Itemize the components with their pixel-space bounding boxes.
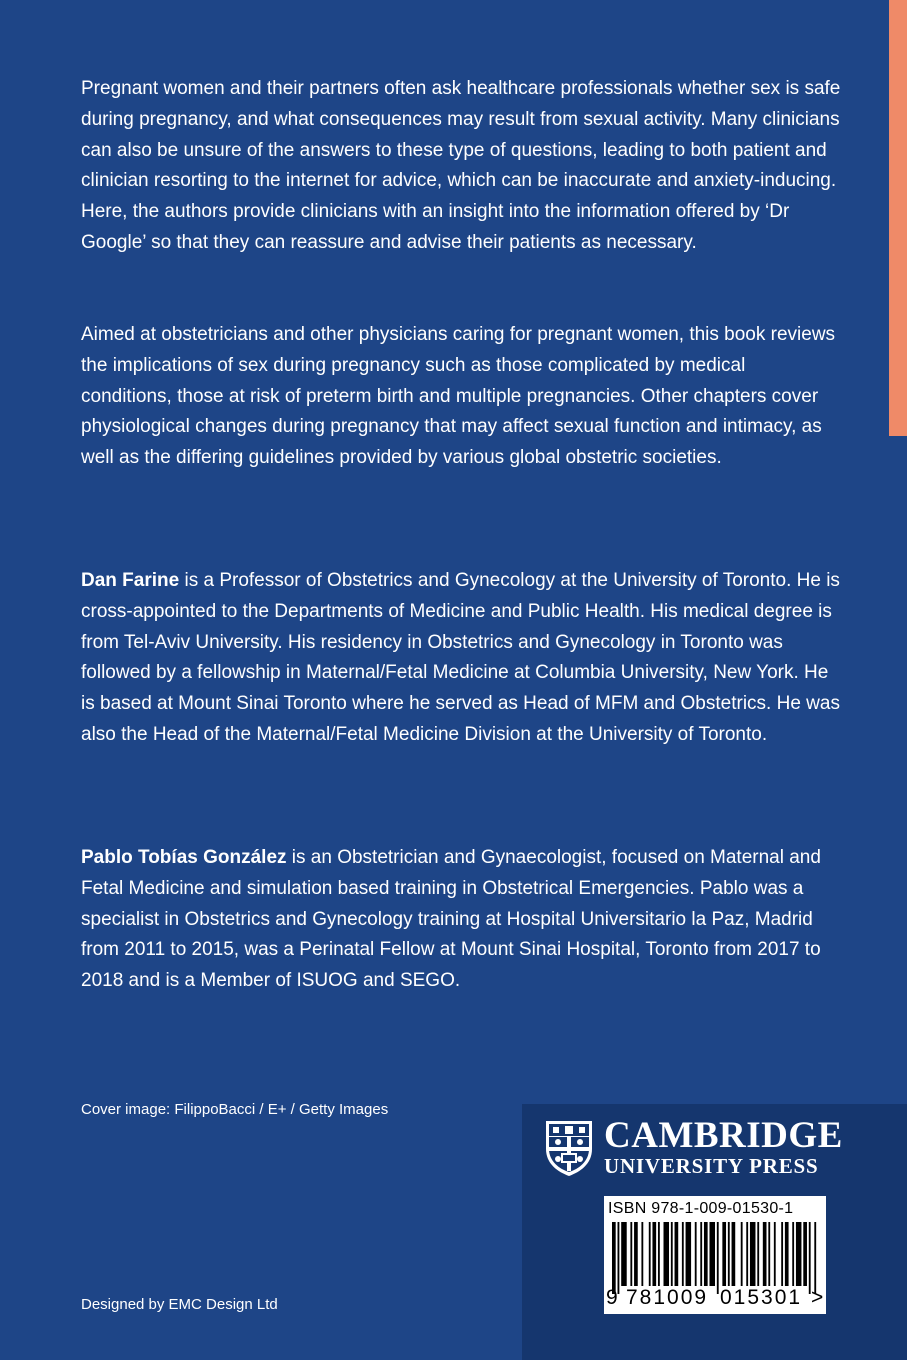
barcode-bar — [757, 1222, 759, 1286]
barcode-bar — [649, 1222, 651, 1286]
barcode-bar — [695, 1222, 697, 1286]
barcode-bar — [618, 1222, 620, 1294]
cambridge-shield-icon — [544, 1119, 594, 1177]
barcode-bar — [768, 1222, 770, 1286]
barcode-bar — [809, 1222, 811, 1294]
barcode-bar — [704, 1222, 708, 1286]
accent-bar — [889, 0, 907, 436]
barcode-bar — [750, 1222, 756, 1286]
author-name: Pablo Tobías González — [81, 847, 287, 868]
author-name: Dan Farine — [81, 570, 180, 591]
barcode-bar — [792, 1222, 794, 1286]
designer-credit: Designed by EMC Design Ltd — [81, 1296, 278, 1313]
barcode-bar — [671, 1222, 673, 1286]
author-bio-2 — [81, 843, 841, 997]
barcode-bar — [700, 1222, 702, 1286]
barcode-bar — [741, 1222, 743, 1286]
isbn-barcode — [604, 1196, 826, 1314]
author-bio-1 — [81, 566, 841, 751]
barcode-bar — [709, 1222, 715, 1286]
blurb-paragraph-2: Aimed at obstetricians and other physicians caring for pregnant women, this book reviews the implications of sex during pregnancy such as those complicated by medical conditions, those at risk of preterm birth and multiple pregnancies. Other chapters cover physiological changes during pregnancy that may affect sexual function and intimacy, as well as the differing guidelines provided by various global obstetric societies. — [81, 324, 836, 469]
barcode-bar — [641, 1222, 643, 1286]
barcode-bar — [746, 1222, 748, 1286]
barcode-bar — [722, 1222, 726, 1286]
cover-image-credit: Cover image: FilippoBacci / E+ / Getty Images — [81, 1101, 389, 1118]
barcode-bar — [781, 1222, 783, 1286]
barcode-bar — [682, 1222, 684, 1286]
barcode-bars — [612, 1222, 818, 1294]
barcode-digits — [604, 1286, 826, 1312]
barcode-bar — [774, 1222, 776, 1286]
barcode-bar — [634, 1222, 638, 1286]
barcode-bar — [785, 1222, 789, 1286]
blurb-paragraph-1: Pregnant women and their partners often ask healthcare professionals whether sex is safe during pregnancy, and what consequences may result from sexual activity. Many clinicians can also be unsure of the answers to these type of questions, leading to both patient and clinician resorting to the internet for advice, which can be inaccurate and anxiety-inducing. Here, the authors provide clinicians with an insight into the information offered by ‘Dr Google’ so that they can reassure and advise their patients as necessary. — [81, 78, 841, 253]
author-bio-text: is a Professor of Obstetrics and Gynecology at the University of Toronto. He is cross-appointed to the Departments of Medicine and Public Health. His medical degree is from Tel-Aviv University. His residency in Obstetrics and Gynecology in Toronto was followed by a fellowship in Maternal/Fetal Medicine at Columbia University, New York. He is based at Mount Sinai Toronto where he served as Head of MFM and Obstetrics. He was also the Head of the Maternal/Fetal Medicine Division at the University of Toronto. — [81, 570, 840, 745]
barcode-bar — [630, 1222, 632, 1286]
barcode-bar — [717, 1222, 719, 1294]
barcode-bar — [664, 1222, 670, 1286]
barcode-bar — [652, 1222, 656, 1286]
barcode-bar — [658, 1222, 660, 1286]
barcode-bar — [814, 1222, 816, 1294]
barcode-bar — [763, 1222, 767, 1286]
barcode-bar — [732, 1222, 736, 1286]
isbn-label: ISBN 978-1-009-01530-1 — [608, 1200, 794, 1217]
publisher-name: CAMBRIDGE — [604, 1115, 843, 1156]
barcode-bar — [728, 1222, 730, 1286]
barcode-left-group: 781009 — [626, 1286, 709, 1309]
barcode-bar — [621, 1222, 627, 1286]
publisher-logo — [544, 1115, 843, 1178]
publisher-panel — [522, 1104, 907, 1360]
barcode-bar — [803, 1222, 807, 1286]
barcode-right-group: 015301 — [720, 1286, 803, 1309]
barcode-bar — [612, 1222, 616, 1294]
publisher-subtitle: UNIVERSITY PRESS — [604, 1154, 819, 1178]
barcode-bar — [796, 1222, 802, 1286]
barcode-lead-digit: 9 — [606, 1286, 618, 1309]
barcode-arrow: > — [811, 1286, 824, 1309]
author-bio-text: is an Obstetrician and Gynaecologist, focused on Maternal and Fetal Medicine and simulation based training in Obstetrical Emergencies. Pablo was a specialist in Obstetrics and Gynecology training at Hospital Universitario la Paz, Madrid from 2011 to 2015, was a Perinatal Fellow at Mount Sinai Hospital, Toronto from 2017 to 2018 and is a Member of ISUOG and SEGO. — [81, 847, 821, 992]
barcode-bar — [686, 1222, 692, 1286]
barcode-bar — [675, 1222, 679, 1286]
